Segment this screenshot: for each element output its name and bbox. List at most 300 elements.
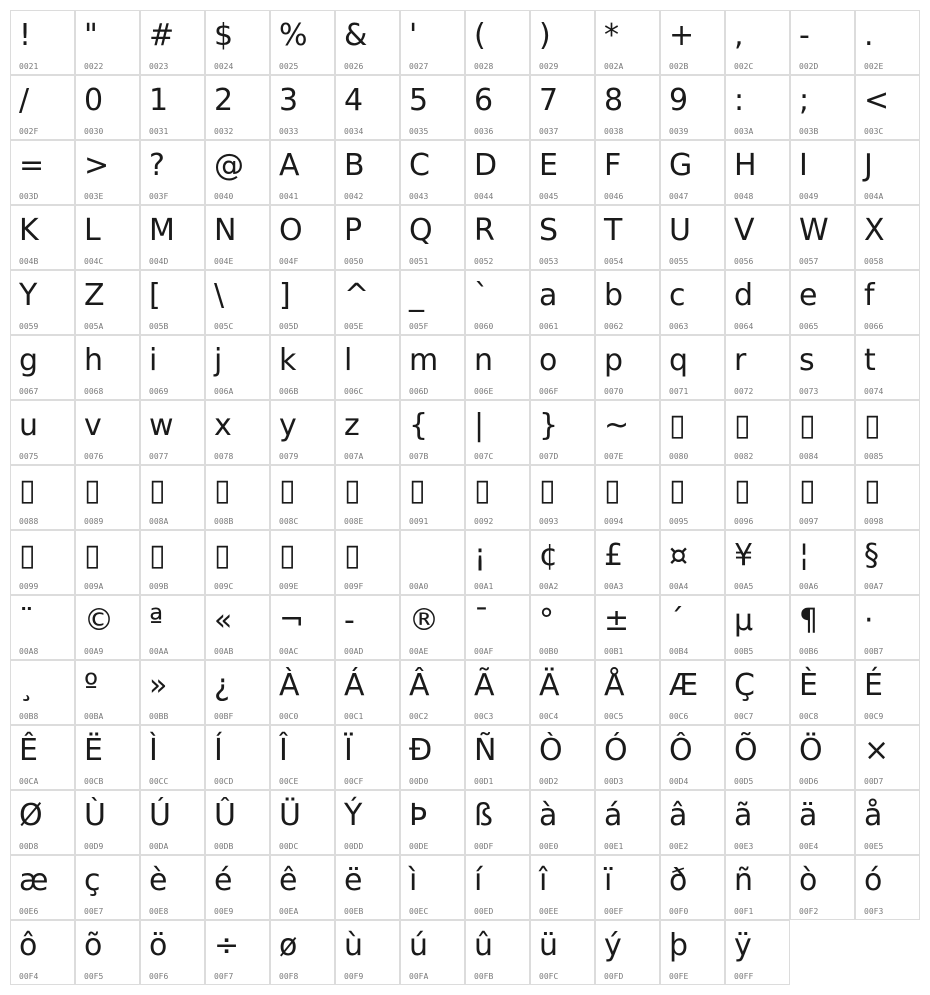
glyph-code: 007C (474, 452, 494, 461)
glyph-cell (465, 530, 530, 595)
glyph-code: 00D8 (19, 842, 39, 851)
glyph-cell (595, 790, 660, 855)
glyph-char: 1 (149, 83, 169, 118)
glyph-char: | (474, 408, 485, 443)
glyph-char: p (604, 343, 624, 378)
glyph-code: 0096 (734, 517, 754, 526)
glyph-cell (595, 335, 660, 400)
glyph-cell (270, 790, 335, 855)
glyph-cell (400, 75, 465, 140)
glyph-char: ▯ (604, 473, 621, 508)
glyph-code: 004B (19, 257, 39, 266)
glyph-code: 00C4 (539, 712, 559, 721)
glyph-cell (270, 660, 335, 725)
glyph-cell (270, 400, 335, 465)
glyph-cell (75, 920, 140, 985)
glyph-char: r (734, 343, 747, 378)
glyph-char: W (799, 213, 829, 248)
glyph-cell (75, 725, 140, 790)
glyph-code: 00E7 (84, 907, 104, 916)
glyph-cell (790, 725, 855, 790)
glyph-code: 00FD (604, 972, 624, 981)
glyph-char: T (604, 213, 623, 248)
glyph-code: 00EF (604, 907, 624, 916)
glyph-code: 00A4 (669, 582, 689, 591)
glyph-code: 0049 (799, 192, 819, 201)
glyph-cell (660, 75, 725, 140)
glyph-char: } (539, 408, 559, 443)
glyph-char: e (799, 278, 818, 313)
glyph-cell (790, 855, 855, 920)
glyph-code: 00FC (539, 972, 559, 981)
glyph-char: Ò (539, 733, 563, 768)
glyph-char: ä (799, 798, 818, 833)
glyph-cell (140, 725, 205, 790)
glyph-cell (140, 855, 205, 920)
glyph-code: 0027 (409, 62, 429, 71)
glyph-char: ▯ (214, 538, 231, 573)
glyph-cell (530, 725, 595, 790)
glyph-code: 0045 (539, 192, 559, 201)
glyph-cell (335, 335, 400, 400)
glyph-code: 00D9 (84, 842, 104, 851)
glyph-char: Â (409, 668, 430, 703)
glyph-code: 005F (409, 322, 429, 331)
glyph-code: 00AE (409, 647, 429, 656)
glyph-code: 0026 (344, 62, 364, 71)
glyph-char: M (149, 213, 175, 248)
glyph-char: ▯ (149, 538, 166, 573)
glyph-cell (725, 595, 790, 660)
glyph-cell (725, 205, 790, 270)
glyph-code: 0044 (474, 192, 494, 201)
glyph-char: ç (84, 863, 101, 898)
glyph-char: 6 (474, 83, 494, 118)
glyph-code: 002C (734, 62, 754, 71)
glyph-char: 8 (604, 83, 624, 118)
glyph-cell (790, 10, 855, 75)
glyph-cell (10, 855, 75, 920)
glyph-code: 004C (84, 257, 104, 266)
glyph-code: 00F4 (19, 972, 39, 981)
glyph-code: 00B6 (799, 647, 819, 656)
glyph-char: É (864, 668, 883, 703)
glyph-code: 00AC (279, 647, 299, 656)
glyph-cell (530, 205, 595, 270)
glyph-cell (595, 400, 660, 465)
glyph-code: 00D2 (539, 777, 559, 786)
glyph-char: < (864, 83, 890, 118)
glyph-cell (790, 205, 855, 270)
glyph-code: 00A8 (19, 647, 39, 656)
glyph-cell (465, 10, 530, 75)
glyph-cell (660, 725, 725, 790)
glyph-char: ▯ (344, 473, 361, 508)
glyph-cell (75, 205, 140, 270)
glyph-char: ▯ (214, 473, 231, 508)
glyph-char: ^ (344, 278, 370, 313)
glyph-char: ÿ (734, 928, 752, 963)
glyph-char: s (799, 343, 815, 378)
glyph-char: $ (214, 18, 234, 53)
glyph-cell (205, 270, 270, 335)
glyph-code: 0025 (279, 62, 299, 71)
glyph-cell (725, 530, 790, 595)
glyph-code: 0089 (84, 517, 104, 526)
glyph-code: 0070 (604, 387, 624, 396)
glyph-char: Ã (474, 668, 495, 703)
glyph-char: { (409, 408, 429, 443)
glyph-cell (725, 270, 790, 335)
glyph-code: 00C0 (279, 712, 299, 721)
glyph-char: ▯ (799, 408, 816, 443)
glyph-char: X (864, 213, 885, 248)
glyph-char: ¨ (19, 603, 34, 638)
glyph-code: 009F (344, 582, 364, 591)
glyph-char: x (214, 408, 232, 443)
glyph-code: 008E (344, 517, 364, 526)
glyph-cell (75, 140, 140, 205)
glyph-code: 0072 (734, 387, 754, 396)
glyph-cell (270, 530, 335, 595)
glyph-char: ▯ (799, 473, 816, 508)
glyph-char: ) (539, 18, 551, 53)
glyph-code: 0059 (19, 322, 39, 331)
glyph-char: V (734, 213, 755, 248)
glyph-code: 0040 (214, 192, 234, 201)
glyph-char: , (734, 18, 744, 53)
glyph-cell (270, 10, 335, 75)
glyph-char: * (604, 18, 619, 53)
glyph-code: 00CC (149, 777, 169, 786)
glyph-cell (855, 530, 920, 595)
glyph-char: ¡ (474, 538, 487, 573)
glyph-cell (75, 530, 140, 595)
glyph-cell (660, 530, 725, 595)
glyph-cell (205, 140, 270, 205)
glyph-char: / (19, 83, 30, 118)
glyph-char: Ý (344, 798, 363, 833)
glyph-code: 00CB (84, 777, 104, 786)
glyph-char: q (669, 343, 689, 378)
glyph-cell (205, 595, 270, 660)
glyph-char: é (214, 863, 233, 898)
glyph-code: 00BA (84, 712, 104, 721)
glyph-code: 0088 (19, 517, 39, 526)
glyph-char: Z (84, 278, 105, 313)
glyph-char: J (864, 148, 873, 183)
glyph-code: 0035 (409, 127, 429, 136)
glyph-char: á (604, 798, 623, 833)
glyph-cell (270, 140, 335, 205)
glyph-code: 0028 (474, 62, 494, 71)
glyph-char: 5 (409, 83, 429, 118)
glyph-char: ' (409, 18, 418, 53)
glyph-char: À (279, 668, 300, 703)
glyph-code: 0038 (604, 127, 624, 136)
glyph-code: 003C (864, 127, 884, 136)
glyph-code: 0094 (604, 517, 624, 526)
glyph-char: A (279, 148, 300, 183)
glyph-char: ▯ (864, 408, 881, 443)
glyph-code: 0052 (474, 257, 494, 266)
glyph-cell (725, 10, 790, 75)
glyph-char: K (19, 213, 39, 248)
glyph-cell (205, 335, 270, 400)
glyph-cell (790, 465, 855, 530)
glyph-char: è (149, 863, 168, 898)
glyph-char: g (19, 343, 39, 378)
glyph-code: 004A (864, 192, 884, 201)
glyph-char: ▯ (84, 538, 101, 573)
glyph-code: 00C2 (409, 712, 429, 721)
glyph-char: + (669, 18, 695, 53)
glyph-code: 00FB (474, 972, 494, 981)
glyph-code: 00DD (344, 842, 364, 851)
glyph-char: å (864, 798, 883, 833)
glyph-code: 003F (149, 192, 169, 201)
glyph-char: » (149, 668, 168, 703)
glyph-cell (335, 270, 400, 335)
glyph-cell (790, 75, 855, 140)
glyph-code: 00D7 (864, 777, 884, 786)
glyph-char: n (474, 343, 494, 378)
glyph-char: ö (149, 928, 168, 963)
glyph-char: ® (409, 603, 439, 638)
glyph-cell (335, 205, 400, 270)
glyph-code: 0076 (84, 452, 104, 461)
glyph-cell (335, 660, 400, 725)
glyph-code: 00F1 (734, 907, 754, 916)
glyph-code: 00CD (214, 777, 234, 786)
glyph-char: z (344, 408, 360, 443)
glyph-char: ò (799, 863, 818, 898)
glyph-cell (400, 270, 465, 335)
glyph-char: ñ (734, 863, 754, 898)
glyph-code: 00CF (344, 777, 364, 786)
glyph-char: ÷ (214, 928, 240, 963)
glyph-code: 00FF (734, 972, 754, 981)
glyph-code: 00D1 (474, 777, 494, 786)
glyph-cell (10, 75, 75, 140)
glyph-char: Ü (279, 798, 301, 833)
glyph-cell (465, 400, 530, 465)
glyph-code: 00BB (149, 712, 169, 721)
glyph-cell (140, 140, 205, 205)
glyph-cell (75, 400, 140, 465)
glyph-char: Ô (669, 733, 693, 768)
glyph-code: 0034 (344, 127, 364, 136)
glyph-cell (855, 660, 920, 725)
glyph-cell (140, 10, 205, 75)
glyph-cell (140, 530, 205, 595)
glyph-code: 0073 (799, 387, 819, 396)
glyph-char: u (19, 408, 39, 443)
glyph-char: ô (19, 928, 38, 963)
glyph-cell (140, 205, 205, 270)
glyph-char: b (604, 278, 624, 313)
glyph-char: ï (604, 863, 613, 898)
glyph-char: m (409, 343, 439, 378)
glyph-cell (400, 790, 465, 855)
glyph-code: 00B4 (669, 647, 689, 656)
glyph-char: ▯ (279, 538, 296, 573)
glyph-code: 00B8 (19, 712, 39, 721)
glyph-code: 0024 (214, 62, 234, 71)
glyph-cell (660, 205, 725, 270)
glyph-char: F (604, 148, 622, 183)
glyph-cell (465, 75, 530, 140)
glyph-char: È (799, 668, 818, 703)
glyph-cell (530, 10, 595, 75)
glyph-cell (725, 140, 790, 205)
glyph-char: Û (214, 798, 236, 833)
glyph-code: 00F7 (214, 972, 234, 981)
glyph-char: Ê (19, 733, 38, 768)
glyph-cell (270, 465, 335, 530)
glyph-char: O (279, 213, 303, 248)
glyph-char: " (84, 18, 98, 53)
glyph-cell (205, 920, 270, 985)
glyph-cell (465, 725, 530, 790)
glyph-code: 00F5 (84, 972, 104, 981)
glyph-cell (530, 270, 595, 335)
glyph-cell (790, 270, 855, 335)
glyph-code: 00DA (149, 842, 169, 851)
glyph-char: Î (279, 733, 288, 768)
glyph-cell (595, 530, 660, 595)
glyph-char: ë (344, 863, 363, 898)
glyph-code: 00CA (19, 777, 39, 786)
glyph-cell (205, 790, 270, 855)
glyph-code: 0033 (279, 127, 299, 136)
glyph-char: ▯ (19, 473, 36, 508)
glyph-cell (335, 75, 400, 140)
glyph-code: 0023 (149, 62, 169, 71)
glyph-cell (725, 920, 790, 985)
glyph-cell (10, 530, 75, 595)
glyph-char: Q (409, 213, 433, 248)
glyph-code: 00BF (214, 712, 234, 721)
glyph-cell (595, 660, 660, 725)
glyph-char: L (84, 213, 101, 248)
glyph-char: ▯ (474, 473, 491, 508)
glyph-cell (530, 400, 595, 465)
glyph-code: 007E (604, 452, 624, 461)
glyph-cell (530, 75, 595, 140)
glyph-cell (790, 335, 855, 400)
glyph-char: ã (734, 798, 753, 833)
glyph-code: 009E (279, 582, 299, 591)
glyph-char: f (864, 278, 875, 313)
glyph-char: ▯ (734, 473, 751, 508)
glyph-code: 0077 (149, 452, 169, 461)
glyph-char: E (539, 148, 558, 183)
glyph-code: 0048 (734, 192, 754, 201)
glyph-cell (10, 920, 75, 985)
glyph-char: ê (279, 863, 298, 898)
glyph-cell (205, 660, 270, 725)
glyph-code: 008C (279, 517, 299, 526)
glyph-char: % (279, 18, 308, 53)
glyph-cell (465, 660, 530, 725)
glyph-cell (75, 75, 140, 140)
glyph-char: ; (799, 83, 810, 118)
glyph-cell (855, 790, 920, 855)
glyph-code: 0098 (864, 517, 884, 526)
glyph-code: 00B1 (604, 647, 624, 656)
glyph-cell (140, 400, 205, 465)
glyph-cell (465, 855, 530, 920)
glyph-code: 0050 (344, 257, 364, 266)
glyph-code: 0029 (539, 62, 559, 71)
glyph-cell (790, 790, 855, 855)
glyph-char: Á (344, 668, 365, 703)
glyph-cell (10, 270, 75, 335)
glyph-char: ú (409, 928, 429, 963)
glyph-char: î (539, 863, 548, 898)
glyph-char: c (669, 278, 686, 313)
glyph-code: 0091 (409, 517, 429, 526)
glyph-code: 0093 (539, 517, 559, 526)
glyph-char: @ (214, 148, 244, 183)
glyph-cell (855, 10, 920, 75)
glyph-code: 005E (344, 322, 364, 331)
glyph-cell (790, 530, 855, 595)
glyph-code: 00E5 (864, 842, 884, 851)
glyph-char: Æ (669, 668, 699, 703)
glyph-code: 003E (84, 192, 104, 201)
glyph-char: ¯ (474, 603, 489, 638)
glyph-code: 00B7 (864, 647, 884, 656)
glyph-cell (855, 270, 920, 335)
glyph-cell (140, 790, 205, 855)
glyph-cell (660, 10, 725, 75)
glyph-cell (205, 75, 270, 140)
glyph-cell (335, 595, 400, 660)
glyph-cell (530, 595, 595, 660)
glyph-char: ▯ (84, 473, 101, 508)
glyph-cell (530, 335, 595, 400)
glyph-char: ø (279, 928, 298, 963)
glyph-char: Ä (539, 668, 560, 703)
glyph-code: 00CE (279, 777, 299, 786)
glyph-code: 002F (19, 127, 39, 136)
glyph-cell (400, 335, 465, 400)
glyph-cell (335, 10, 400, 75)
glyph-code: 00E0 (539, 842, 559, 851)
glyph-char: Ì (149, 733, 158, 768)
glyph-char: à (539, 798, 558, 833)
glyph-code: 0062 (604, 322, 624, 331)
glyph-char: \ (214, 278, 225, 313)
glyph-cell (725, 400, 790, 465)
glyph-cell (75, 790, 140, 855)
glyph-char: ? (149, 148, 165, 183)
glyph-cell (595, 465, 660, 530)
glyph-cell (205, 205, 270, 270)
glyph-char: Ë (84, 733, 103, 768)
glyph-code: 00F3 (864, 907, 884, 916)
glyph-code: 008A (149, 517, 169, 526)
glyph-cell (530, 920, 595, 985)
glyph-code: 005D (279, 322, 299, 331)
glyph-cell (855, 400, 920, 465)
glyph-cell (790, 400, 855, 465)
glyph-cell (725, 335, 790, 400)
glyph-char: ( (474, 18, 486, 53)
glyph-cell (400, 530, 465, 595)
